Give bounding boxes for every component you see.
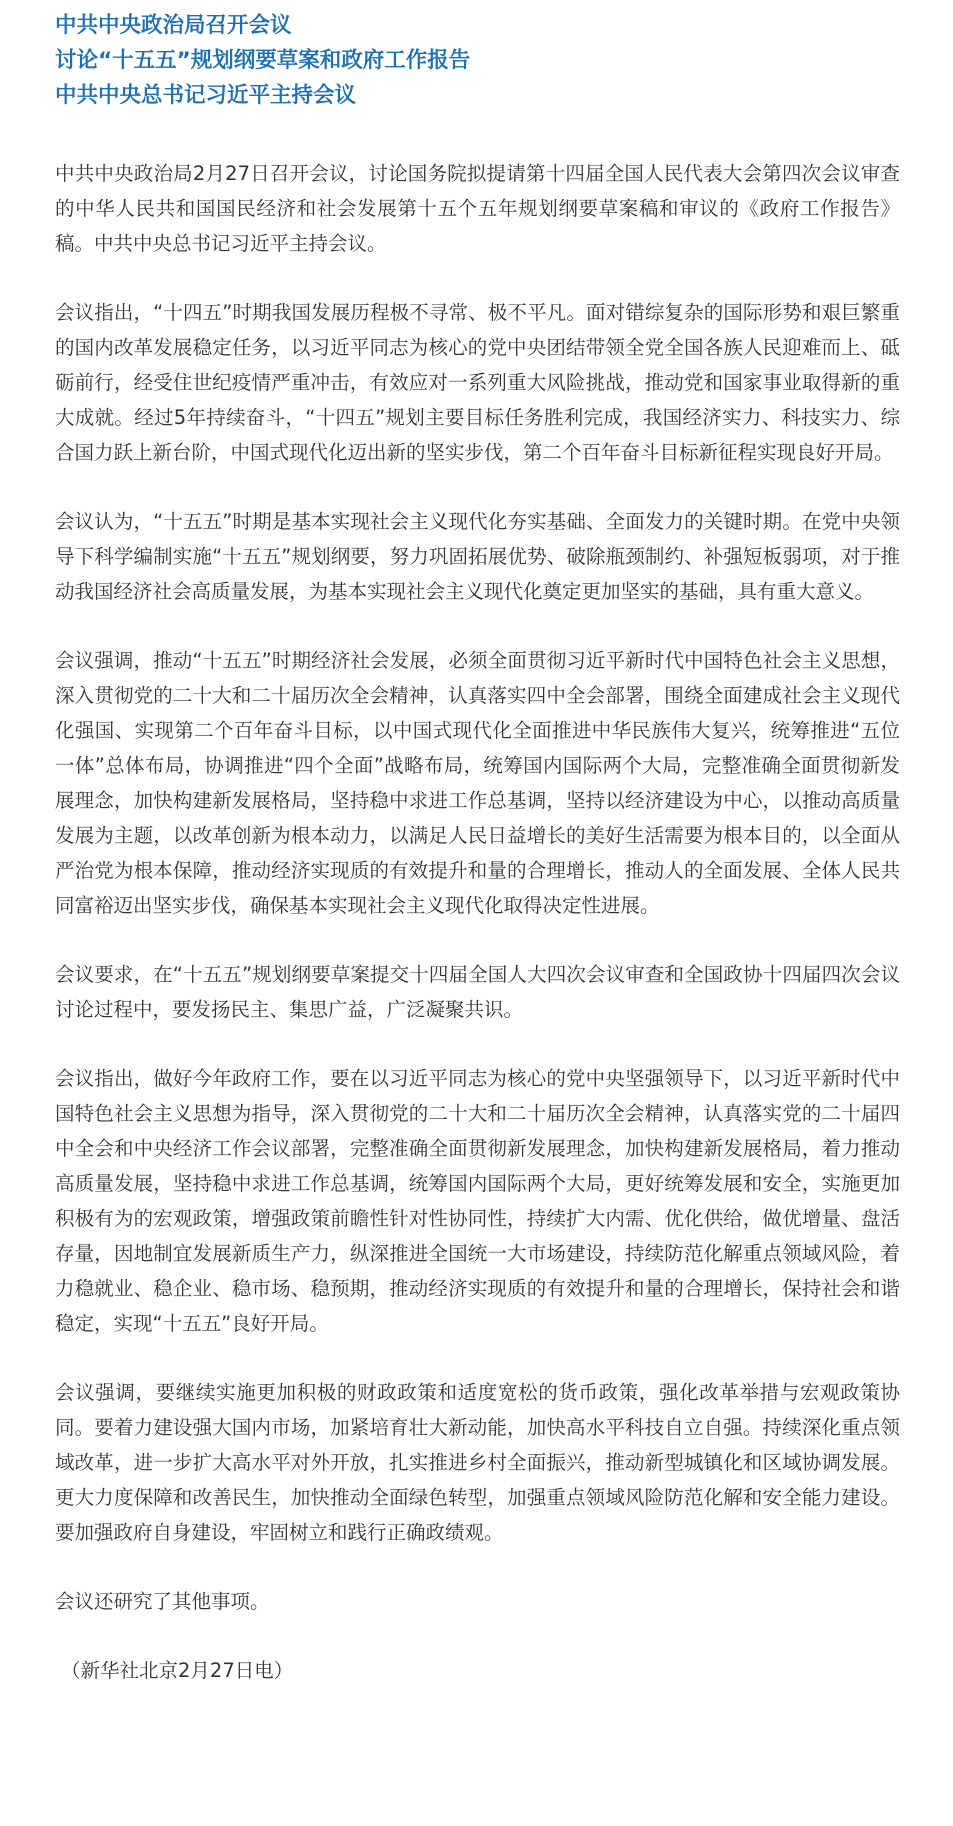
paragraph-15th-requirements: 会议强调，推动“十五五”时期经济社会发展，必须全面贯彻习近平新时代中国特色社会主义思想，深入贯彻党的二十大和二十届历次全会精神，认真落实四中全会部署，围绕全面建成社会主义现代化强国、实现第二个百年奋斗目标，以中国式现代化全面推进中华民族伟大复兴，统筹推进“五位一体”总体布局，协调推进“四个全面”战略布局，统筹国内国际两个大局，完整准确全面贯彻新发展理念，加快构建新发展格局，坚持稳中求进工作总基调，坚持以经济建设为中心，以推动高质量发展为主题，以改革创新为根本动力，以满足人民日益增长的美好生活需要为根本目的，以全面从严治党为根本保障，推动经济实现质的有效提升和量的合理增长，推动人的全面发展、全体人民共同富裕迈出坚实步伐，确保基本实现社会主义现代化取得决定性进展。	[55, 649, 900, 917]
paragraph-review-14th: 会议指出，“十四五”时期我国发展历程极不寻常、极不平凡。面对错综复杂的国际形势和艰巨繁重的国内改革发展稳定任务，以习近平同志为核心的党中央团结带领全党全国各族人民迎难而上、砥砺前行，经受住世纪疫情严重冲击，有效应对一系列重大风险挑战，推动党和国家事业取得新的重大成就。经过5年持续奋斗，“十四五”规划主要目标任务胜利完成，我国经济实力、科技实力、综合国力跃上新台阶，中国式现代化迈出新的坚实步伐，第二个百年奋斗目标新征程实现良好开局。	[55, 301, 900, 464]
dateline: （新华社北京2月27日电）	[61, 1659, 294, 1682]
headline-subtitle-host: 中共中央总书记习近平主持会议	[55, 83, 357, 108]
paragraph-policy-emphasis: 会议强调，要继续实施更加积极的财政政策和适度宽松的货币政策，强化改革举措与宏观政策协同。要着力建设强大国内市场，加紧培育壮大新动能，加快高水平科技自立自强。持续深化重点领域改革，进一步扩大高水平对外开放，扎实推进乡村全面振兴，推动新型城镇化和区域协调发展。更大力度保障和改善民生，加快推动全面绿色转型，加强重点领域风险防范化解和安全能力建设。要加强政府自身建设，牢固树立和践行正确政绩观。	[55, 1381, 900, 1544]
paragraph-15th-significance: 会议认为，“十五五”时期是基本实现社会主义现代化夯实基础、全面发力的关键时期。在党中央领导下科学编制实施“十五五”规划纲要，努力巩固拓展优势、破除瓶颈制约、补强短板弱项，对于推动我国经济社会高质量发展，为基本实现社会主义现代化奠定更加坚实的基础，具有重大意义。	[55, 510, 900, 603]
headline-main-title: 中共中央政治局召开会议	[55, 13, 292, 38]
paragraph-draft-review: 会议要求，在“十五五”规划纲要草案提交十四届全国人大四次会议审查和全国政协十四届四次会议讨论过程中，要发扬民主、集思广益，广泛凝聚共识。	[55, 963, 900, 1021]
article-body	[55, 156, 900, 1688]
headline	[55, 8, 900, 113]
article	[55, 8, 900, 1688]
headline-subtitle: 讨论“十五五”规划纲要草案和政府工作报告	[55, 48, 471, 73]
paragraph-government-work: 会议指出，做好今年政府工作，要在以习近平同志为核心的党中央坚强领导下，以习近平新时代中国特色社会主义思想为指导，深入贯彻党的二十大和二十届历次全会精神，认真落实党的二十届四中全会和中央经济工作会议部署，完整准确全面贯彻新发展理念，加快构建新发展格局，着力推动高质量发展，坚持稳中求进工作总基调，统筹国内国际两个大局，更好统筹发展和安全，实施更加积极有为的宏观政策，增强政策前瞻性针对性协同性，持续扩大内需、优化供给，做优增量、盘活存量，因地制宜发展新质生产力，纵深推进全国统一大市场建设，持续防范化解重点领域风险，着力稳就业、稳企业、稳市场、稳预期，推动经济实现质的有效提升和量的合理增长，保持社会和谐稳定，实现“十五五”良好开局。	[55, 1067, 900, 1335]
paragraph-intro: 中共中央政治局2月27日召开会议，讨论国务院拟提请第十四届全国人民代表大会第四次会议审查的中华人民共和国国民经济和社会发展第十五个五年规划纲要草案稿和审议的《政府工作报告》稿。中共中央总书记习近平主持会议。	[55, 162, 900, 255]
paragraph-other-matters: 会议还研究了其他事项。	[55, 1590, 270, 1613]
